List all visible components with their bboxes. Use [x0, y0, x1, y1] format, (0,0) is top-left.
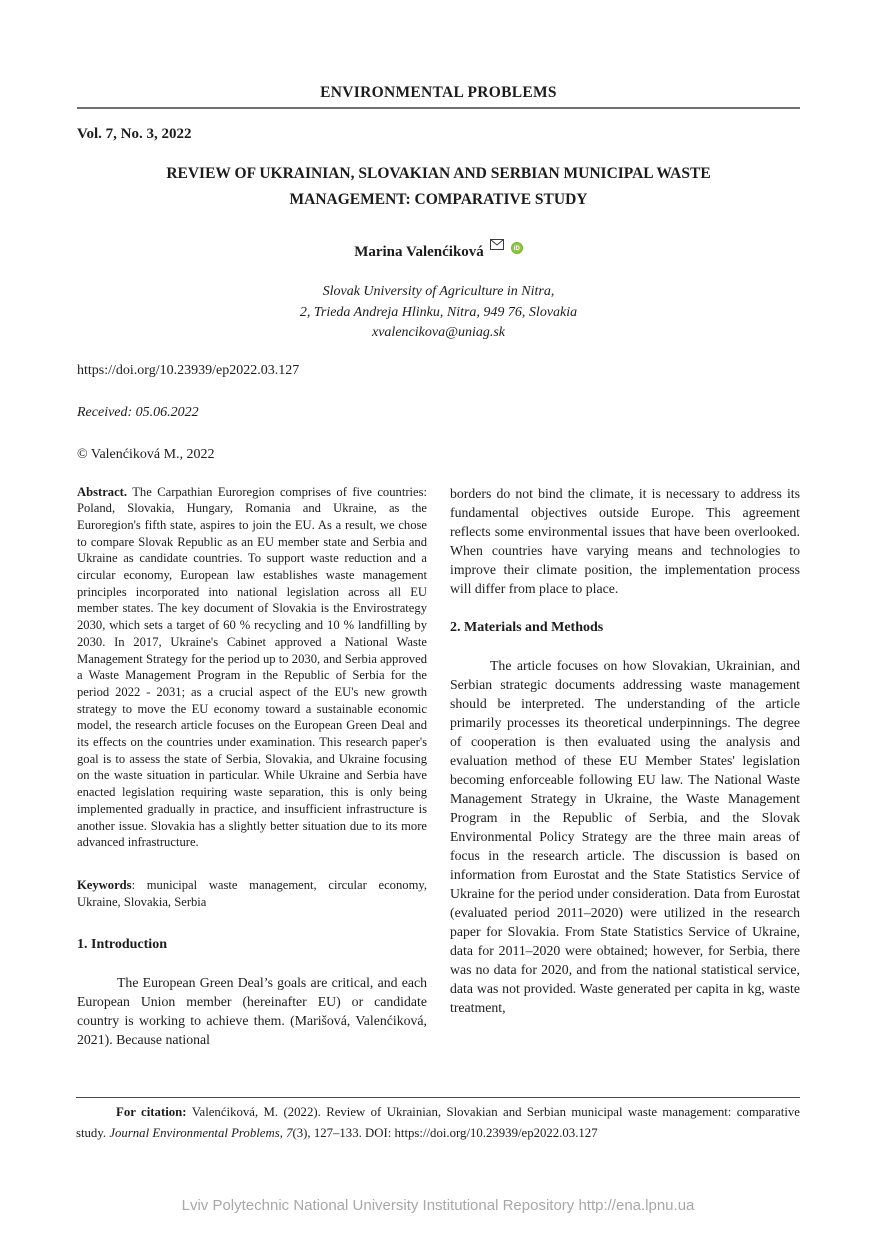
citation-volume: 7: [286, 1126, 293, 1140]
methods-paragraph: The article focuses on how Slovakian, Ukrainian, and Serbian strategic documents addressing waste management should be interpreted. The understanding of the article primarily processes its theoretical underpinnings. The degree of cooperation is then evaluated using the analysis and evaluation method of these EU Member States' legislation becoming enforceable following EU law. The National Waste Management Strategy in Ukraine, the Waste Management Program in the Republic of Serbia, and the Slovak Environmental Policy Strategy are the three main areas of focus in the research article. The discussion is based on information from Eurostat and the State Statistics Service of Ukraine for the period under consideration. Data from Eurostat (evaluated period 2011–2020) were utilized in the research paper for Slovakia. From State Statistics Service of Ukraine, data for 2011–2020 were obtained; however, for Serbia, there was no data for 2020, and from the national statistical service, data was not provided. Waste generated per capita in kg, waste treatment,: [450, 657, 800, 1015]
citation-text-pre: Valenćiková, M. (2022). Review of Ukrainian, Slovakian and Serbian municipal waste management: comparative study.: [76, 1105, 800, 1140]
citation-sep: ,: [279, 1126, 287, 1140]
article-title: [77, 161, 800, 213]
section-heading-methods: 2. Materials and Methods: [450, 619, 604, 635]
volume-line: Vol. 7, No. 3, 2022: [77, 126, 192, 142]
affiliation-line-2: 2, Trieda Andreja Hlinku, Nitra, 949 76, Slovakia: [299, 304, 578, 320]
keywords-paragraph: [77, 877, 427, 910]
right-column: [450, 484, 800, 1050]
orcid-icon[interactable]: iD: [511, 242, 523, 254]
article-title-line-2: MANAGEMENT: COMPARATIVE STUDY: [289, 191, 588, 208]
doi-link[interactable]: https://doi.org/10.23939/ep2022.03.127: [77, 362, 300, 378]
two-column-body: [77, 484, 800, 1050]
author-email[interactable]: xvalencikova@uniag.sk: [372, 325, 505, 340]
received-date: Received: 05.06.2022: [77, 404, 199, 420]
left-column: [77, 484, 427, 1050]
citation-journal-name: Journal Environmental Problems: [109, 1126, 280, 1140]
copyright-line: © Valenćiková M., 2022: [77, 446, 215, 462]
keywords-label: Keywords: [77, 877, 132, 892]
journal-header: ENVIRONMENTAL PROBLEMS: [77, 84, 800, 109]
introduction-paragraph: The European Green Deal’s goals are critical, and each European Union member (hereinafter EU) or candidate country is working to achieve them. (Marišová, Valenćiková, 2021). Because national: [77, 975, 427, 1048]
citation-paragraph: [76, 1102, 800, 1144]
repository-watermark: Lviv Polytechnic National University Institutional Repository http://ena.lpnu.ua: [181, 1197, 695, 1214]
author-line: [77, 239, 800, 261]
introduction-continued-paragraph: borders do not bind the climate, it is necessary to address its fundamental objectives outside Europe. This agreement reflects some environmental issues that have been overlooked. When countries have varying means and technologies to improve their climate position, the implementation process will differ from place to place.: [450, 485, 800, 596]
section-heading-introduction: 1. Introduction: [77, 937, 167, 953]
keywords-text: : municipal waste management, circular economy, Ukraine, Slovakia, Serbia: [77, 877, 427, 909]
envelope-icon[interactable]: [490, 239, 504, 250]
abstract-text: The Carpathian Euroregion comprises of five countries: Poland, Slovakia, Hungary, Romania and Ukraine, as the Euroregion's fifth state, aspires to join the EU. As a result, we chose to compare Slovak Republic as an EU member state and Serbia and Ukraine as candidate countries. To support waste reduction and a circular economy, European law establishes waste management principles incorporated into national legislation across all EU member states. The key document of Slovakia is the Envirostrategy 2030, which sets a target of 60 % recycling and 10 % landfilling by 2030. In 2017, Ukraine's Cabinet approved a National Waste Management Strategy for the period up to 2030, and Serbia approved a Waste Management Program in the Republic of Serbia for the period 2022 - 2031; as a crucial aspect of the EU's new growth strategy to move the EU economy toward a sustainable economic model, the research article focuses on the European Green Deal and its effects on the countries under examination. This research paper's goal is to assess the state of Serbia, Slovakia, and Ukraine focusing on the waste situation in particular. While Ukraine and Serbia have enacted legislation requiring waste separation, this is only being implemented gradually in practice, and insufficient infrastructure is another issue. Slovakia has a slightly better situation due to its more advanced infrastructure.: [77, 484, 427, 850]
affiliation-line-1: Slovak University of Agriculture in Nitra,: [322, 284, 555, 299]
abstract-label: Abstract.: [77, 484, 128, 499]
abstract-paragraph: [77, 484, 427, 851]
citation-footer: [76, 1097, 800, 1144]
citation-doi[interactable]: (3), 127–133. DOI: https://doi.org/10.23939/ep2022.03.127: [292, 1126, 598, 1140]
author-name: Marina Valenćiková: [354, 244, 484, 260]
citation-label: For citation:: [116, 1105, 187, 1119]
article-title-line-1: REVIEW OF UKRAINIAN, SLOVAKIAN AND SERBIAN MUNICIPAL WASTE: [166, 165, 711, 182]
affiliation: [77, 282, 800, 344]
